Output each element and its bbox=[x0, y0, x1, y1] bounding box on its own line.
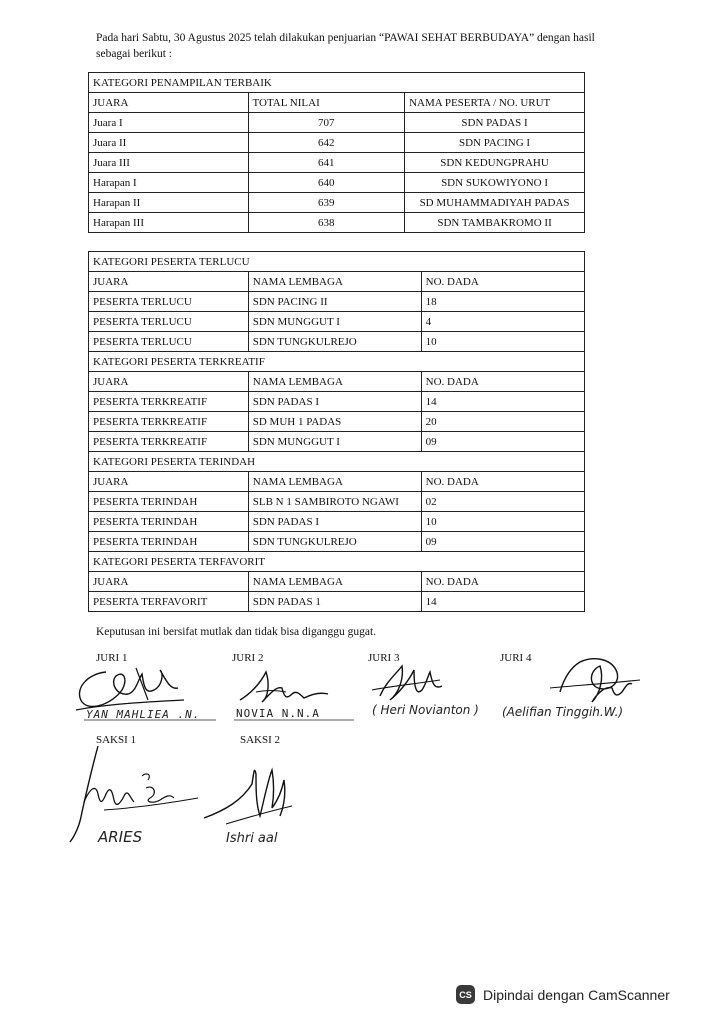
category-title: KATEGORI PENAMPILAN TERBAIK bbox=[89, 73, 585, 93]
juri2-signature bbox=[226, 664, 356, 722]
category-title: KATEGORI PESERTA TERKREATIF bbox=[89, 352, 585, 372]
svg-text:Ishri aal: Ishri aal bbox=[226, 831, 278, 846]
participant-cell: SD MUHAMMADIYAH PADAS bbox=[405, 193, 585, 213]
column-header: NO. DADA bbox=[421, 272, 584, 292]
participant-cell: SDN TAMBAKROMO II bbox=[405, 213, 585, 233]
header-row bbox=[89, 572, 585, 592]
participant-categories-table bbox=[88, 251, 585, 612]
chest-number-cell: 18 bbox=[421, 292, 584, 312]
svg-text:YAN MAHLIEA .N.: YAN MAHLIEA .N. bbox=[86, 708, 201, 721]
svg-text:( Heri Novianton ): ( Heri Novianton ) bbox=[372, 703, 479, 717]
score-cell: 639 bbox=[248, 193, 405, 213]
table-row bbox=[89, 312, 585, 332]
column-header: NO. DADA bbox=[421, 372, 584, 392]
award-cell: PESERTA TERINDAH bbox=[89, 512, 249, 532]
award-cell: PESERTA TERINDAH bbox=[89, 532, 249, 552]
column-header: NO. DADA bbox=[421, 472, 584, 492]
score-cell: 640 bbox=[248, 173, 405, 193]
institution-cell: SDN TUNGKULREJO bbox=[248, 532, 421, 552]
camscanner-footer bbox=[456, 985, 670, 1004]
column-header: NO. DADA bbox=[421, 572, 584, 592]
category-row bbox=[89, 252, 585, 272]
juri1-label: JURI 1 bbox=[96, 652, 128, 664]
rank-cell: Harapan I bbox=[89, 173, 249, 193]
category-title: KATEGORI PESERTA TERINDAH bbox=[89, 452, 585, 472]
juri1-signature bbox=[66, 660, 216, 722]
institution-cell: SLB N 1 SAMBIROTO NGAWI bbox=[248, 492, 421, 512]
participant-cell: SDN PADAS I bbox=[405, 113, 585, 133]
award-cell: PESERTA TERKREATIF bbox=[89, 392, 249, 412]
table-row bbox=[89, 332, 585, 352]
award-cell: PESERTA TERLUCU bbox=[89, 292, 249, 312]
table-row bbox=[89, 153, 585, 173]
rank-cell: Juara III bbox=[89, 153, 249, 173]
score-cell: 707 bbox=[248, 113, 405, 133]
saksi1-signature bbox=[64, 738, 214, 850]
column-header: NAMA LEMBAGA bbox=[248, 472, 421, 492]
table-row bbox=[89, 532, 585, 552]
chest-number-cell: 10 bbox=[421, 512, 584, 532]
chest-number-cell: 09 bbox=[421, 532, 584, 552]
participant-cell: SDN PACING I bbox=[405, 133, 585, 153]
score-cell: 642 bbox=[248, 133, 405, 153]
participant-cell: SDN SUKOWIYONO I bbox=[405, 173, 585, 193]
column-header: NAMA LEMBAGA bbox=[248, 272, 421, 292]
table-row bbox=[89, 213, 585, 233]
header-row bbox=[89, 272, 585, 292]
camscanner-text: Dipindai dengan CamScanner bbox=[483, 986, 670, 1003]
column-header: JUARA bbox=[89, 472, 249, 492]
award-cell: PESERTA TERFAVORIT bbox=[89, 592, 249, 612]
table-row bbox=[89, 193, 585, 213]
score-cell: 641 bbox=[248, 153, 405, 173]
table-row bbox=[89, 113, 585, 133]
table-row bbox=[89, 492, 585, 512]
camscanner-logo-icon: CS bbox=[456, 985, 475, 1004]
category-row bbox=[89, 73, 585, 93]
score-cell: 638 bbox=[248, 213, 405, 233]
institution-cell: SD MUH 1 PADAS bbox=[248, 412, 421, 432]
table-row bbox=[89, 512, 585, 532]
svg-text:(Aelifian Tinggih.W.): (Aelifian Tinggih.W.) bbox=[502, 705, 624, 719]
table-row bbox=[89, 592, 585, 612]
category-row bbox=[89, 352, 585, 372]
best-performance-table bbox=[88, 72, 585, 233]
header-row bbox=[89, 93, 585, 113]
table-row bbox=[89, 133, 585, 153]
table-row bbox=[89, 432, 585, 452]
rank-cell: Juara II bbox=[89, 133, 249, 153]
category-title: KATEGORI PESERTA TERFAVORIT bbox=[89, 552, 585, 572]
intro-paragraph: Pada hari Sabtu, 30 Agustus 2025 telah dilakukan penjuarian “PAWAI SEHAT BERBUDAYA” dengan hasil sebagai berikut : bbox=[96, 32, 595, 60]
institution-cell: SDN PADAS I bbox=[248, 512, 421, 532]
column-header: NAMA PESERTA / NO. URUT bbox=[405, 93, 585, 113]
chest-number-cell: 20 bbox=[421, 412, 584, 432]
table-row bbox=[89, 392, 585, 412]
saksi2-signature bbox=[196, 760, 326, 850]
award-cell: PESERTA TERKREATIF bbox=[89, 412, 249, 432]
participant-cell: SDN KEDUNGPRAHU bbox=[405, 153, 585, 173]
juri3-signature bbox=[362, 656, 502, 722]
chest-number-cell: 4 bbox=[421, 312, 584, 332]
svg-text:ARIES: ARIES bbox=[98, 828, 143, 846]
juri4-signature bbox=[500, 642, 650, 722]
award-cell: PESERTA TERLUCU bbox=[89, 332, 249, 352]
column-header: JUARA bbox=[89, 93, 249, 113]
header-row bbox=[89, 472, 585, 492]
category-row bbox=[89, 452, 585, 472]
rank-cell: Harapan II bbox=[89, 193, 249, 213]
column-header: JUARA bbox=[89, 372, 249, 392]
institution-cell: SDN PADAS I bbox=[248, 392, 421, 412]
saksi1-label: SAKSI 1 bbox=[96, 734, 137, 746]
column-header: TOTAL NILAI bbox=[248, 93, 405, 113]
table-row bbox=[89, 292, 585, 312]
column-header: JUARA bbox=[89, 272, 249, 292]
chest-number-cell: 14 bbox=[421, 592, 584, 612]
juri2-label: JURI 2 bbox=[232, 652, 264, 664]
award-cell: PESERTA TERINDAH bbox=[89, 492, 249, 512]
chest-number-cell: 02 bbox=[421, 492, 584, 512]
chest-number-cell: 10 bbox=[421, 332, 584, 352]
column-header: JUARA bbox=[89, 572, 249, 592]
institution-cell: SDN MUNGGUT I bbox=[248, 432, 421, 452]
svg-text:NOVIA N.N.A: NOVIA N.N.A bbox=[236, 707, 320, 720]
institution-cell: SDN PACING II bbox=[248, 292, 421, 312]
table-row bbox=[89, 173, 585, 193]
chest-number-cell: 09 bbox=[421, 432, 584, 452]
table-row bbox=[89, 412, 585, 432]
column-header: NAMA LEMBAGA bbox=[248, 372, 421, 392]
chest-number-cell: 14 bbox=[421, 392, 584, 412]
header-row bbox=[89, 372, 585, 392]
decision-statement: Keputusan ini bersifat mutlak dan tidak bisa diganggu gugat. bbox=[96, 626, 377, 638]
award-cell: PESERTA TERKREATIF bbox=[89, 432, 249, 452]
column-header: NAMA LEMBAGA bbox=[248, 572, 421, 592]
institution-cell: SDN MUNGGUT I bbox=[248, 312, 421, 332]
saksi2-label: SAKSI 2 bbox=[240, 734, 281, 746]
award-cell: PESERTA TERLUCU bbox=[89, 312, 249, 332]
juri3-label: JURI 3 bbox=[368, 652, 400, 664]
institution-cell: SDN PADAS 1 bbox=[248, 592, 421, 612]
category-title: KATEGORI PESERTA TERLUCU bbox=[89, 252, 585, 272]
category-row bbox=[89, 552, 585, 572]
rank-cell: Harapan III bbox=[89, 213, 249, 233]
institution-cell: SDN TUNGKULREJO bbox=[248, 332, 421, 352]
rank-cell: Juara I bbox=[89, 113, 249, 133]
juri4-label: JURI 4 bbox=[500, 652, 532, 664]
